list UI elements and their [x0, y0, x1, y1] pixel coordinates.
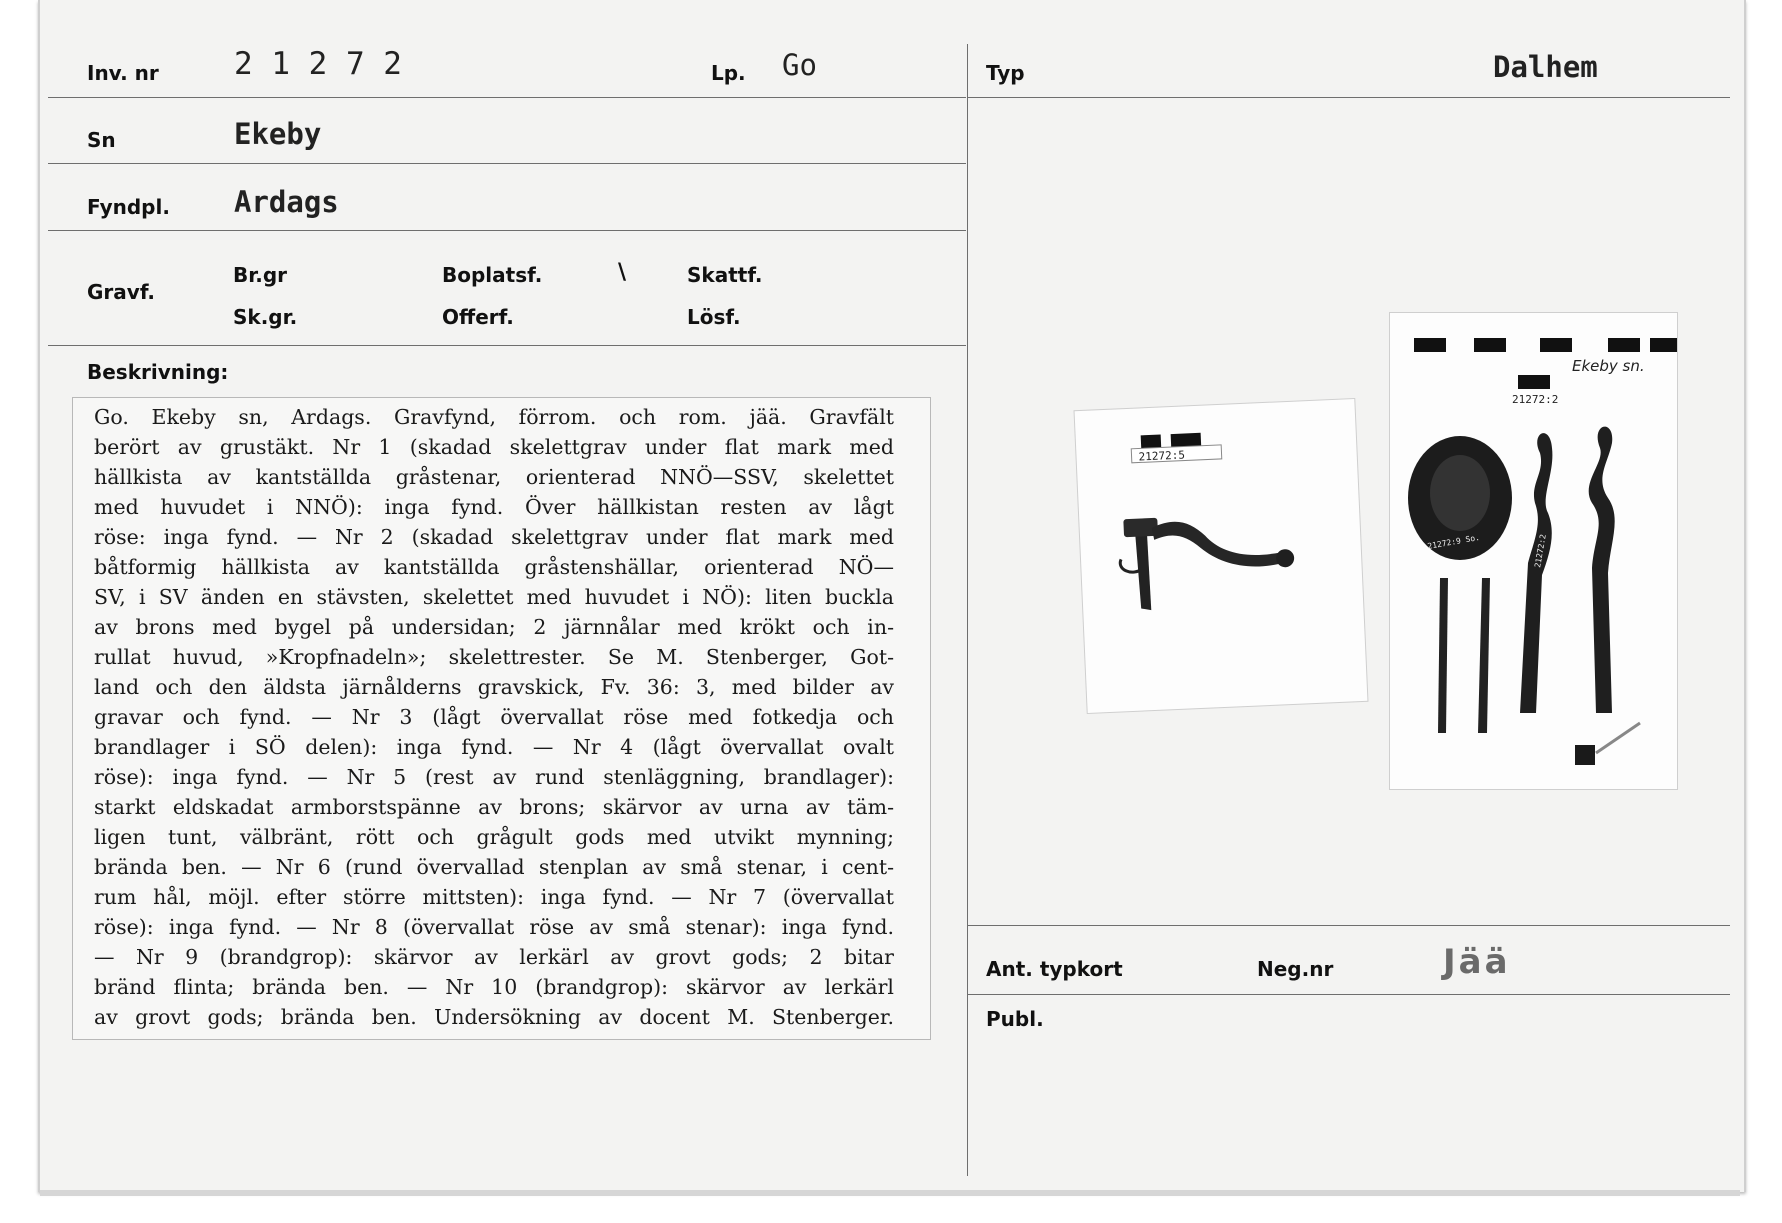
description-line: av brons med bygel på undersidan; 2 järnnålar med krökt och in- — [94, 615, 894, 639]
description-line: röse): inga fynd. — Nr 8 (övervallat röse av små stenar): inga fynd. — [94, 915, 894, 939]
description-line: bränd flinta; brända ben. — Nr 10 (brandgrop): skärvor av lerkärl — [94, 975, 894, 999]
pin-fragment-middle — [1478, 578, 1490, 733]
scale-bar-segment — [1518, 375, 1550, 389]
description-line: Go. Ekeby sn, Ardags. Gravfynd, förrom. och rom. jää. Gravfält — [94, 405, 894, 429]
paper-tag — [1596, 723, 1640, 753]
plaque-center — [1430, 455, 1490, 531]
pin-label: 21272:2 — [1533, 533, 1548, 569]
rule-fyndpl — [48, 230, 966, 231]
scale-bar-segment — [1474, 338, 1506, 352]
rule-header-right — [968, 97, 1730, 98]
sn-label: Sn — [87, 128, 116, 152]
lp-value: Go — [782, 48, 817, 82]
description-line: starkt eldskadat armborstspänne av brons; skärvor av urna av täm- — [94, 795, 894, 819]
scale-bar-segment — [1540, 338, 1572, 352]
grave-finds-illustration — [1390, 313, 1677, 789]
site-label: Ekeby sn. — [1572, 357, 1645, 375]
fibula-label: 21272:5 — [1138, 448, 1186, 464]
rule-gravf — [48, 345, 966, 346]
pin-fragment-left — [1438, 578, 1448, 733]
skattf-label: Skattf. — [687, 263, 763, 287]
skgr-label: Sk.gr. — [233, 305, 298, 329]
fyndpl-value: Ardags — [234, 185, 339, 219]
description-line: brandlager i SÖ delen): inga fynd. — Nr 4 (lågt övervallat ovalt — [94, 735, 894, 759]
lp-label: Lp. — [711, 61, 746, 85]
rule-publ — [968, 994, 1730, 995]
scale-bar-segment — [1608, 338, 1640, 352]
inv-value: 2 1 2 7 2 — [234, 46, 402, 82]
plaque-label: 21272:9 So. — [1426, 532, 1481, 551]
beskrivning-label: Beskrivning: — [87, 360, 229, 384]
rule-header — [48, 97, 966, 98]
description-text — [94, 402, 894, 1032]
inv-label: Inv. nr — [87, 61, 159, 85]
description-line: av grovt gods; brända ben. Undersökning av docent M. Stenberger. — [94, 1005, 894, 1029]
finds-label: 21272:2 — [1512, 393, 1559, 406]
brgr-label: Br.gr — [233, 263, 288, 287]
description-line: brända ben. — Nr 6 (rund övervallad stenplan av små stenar, i cent- — [94, 855, 894, 879]
photo-grave-finds — [1390, 313, 1677, 789]
rule-sn — [48, 163, 966, 164]
neg-nr-label: Neg.nr — [1257, 957, 1334, 981]
gravf-label: Gravf. — [87, 280, 156, 304]
description-line: båtformig hällkista av kantställda gråstenshällar, orienterad NÖ— — [94, 555, 894, 579]
description-line: röse): inga fynd. — Nr 5 (rest av rund stenläggning, brandlager): — [94, 765, 894, 789]
publ-label: Publ. — [986, 1007, 1044, 1031]
fibula-bow — [1151, 517, 1286, 571]
typ-label: Typ — [986, 61, 1025, 85]
description-line: berört av grustäkt. Nr 1 (skadad skelettgrav under flat mark med — [94, 435, 894, 459]
description-line: hällkista av kantställda gråstenar, orienterad NNÖ—SSV, skelettet — [94, 465, 894, 489]
description-line: SV, i SV änden en stävsten, skelettet med huvudet i NÖ): liten buckla — [94, 585, 894, 609]
description-line: — Nr 9 (brandgrop): skärvor av lerkärl av grovt gods; 2 bitar — [94, 945, 894, 969]
card-shadow — [40, 1190, 1740, 1196]
rule-center — [967, 44, 968, 1176]
pin-tip — [1575, 745, 1595, 765]
pin-crooked — [1520, 433, 1552, 713]
scale-bar-segment — [1650, 338, 1677, 352]
description-line: röse: inga fynd. — Nr 2 (skadad skelettgrav under flat mark med — [94, 525, 894, 549]
description-line: med huvudet i NNÖ): inga fynd. Över hällkistan resten av lågt — [94, 495, 894, 519]
scale-bar-segment — [1141, 435, 1162, 449]
typ-value: Dalhem — [1493, 50, 1598, 84]
description-line: land och den äldsta järnålderns gravskick, Fv. 36: 3, med bilder av — [94, 675, 894, 699]
scale-bar-segment — [1171, 433, 1202, 447]
photo-fibula — [1075, 399, 1368, 713]
description-line: ligen tunt, välbränt, rött och grågult gods med utvikt mynning; — [94, 825, 894, 849]
neg-value: Jää — [1443, 942, 1511, 982]
fyndpl-label: Fyndpl. — [87, 195, 170, 219]
rule-ant — [968, 925, 1730, 926]
pin-right — [1589, 427, 1615, 713]
boplatsf-label: Boplatsf. — [442, 263, 543, 287]
losf-label: Lösf. — [687, 305, 741, 329]
description-line: rullat huvud, »Kropfnadeln»; skelettrester. Se M. Stenberger, Got- — [94, 645, 894, 669]
description-line: rum hål, möjl. efter större mittsten): inga fynd. — Nr 7 (övervallat — [94, 885, 894, 909]
tick-mark: \ — [618, 260, 627, 285]
scale-bar-segment — [1414, 338, 1446, 352]
ant-typkort-label: Ant. typkort — [986, 957, 1123, 981]
fibula-knob — [1276, 549, 1295, 568]
description-line: gravar och fynd. — Nr 3 (lågt övervallat röse med fotkedja och — [94, 705, 894, 729]
sn-value: Ekeby — [234, 117, 322, 151]
fibula-illustration — [1075, 399, 1368, 713]
offerf-label: Offerf. — [442, 305, 514, 329]
